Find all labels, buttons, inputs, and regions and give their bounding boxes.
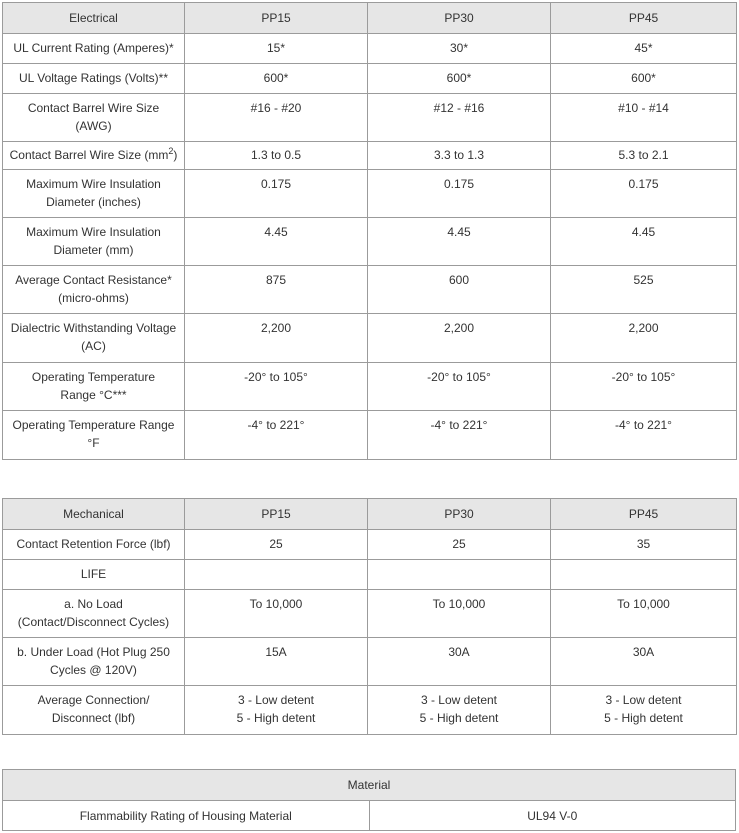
row-label: Flammability Rating of Housing Material [3, 801, 370, 831]
value-pp45: 2,200 [551, 314, 737, 363]
row-label: Average Contact Resistance* (micro-ohms) [3, 266, 185, 314]
table-row [3, 218, 737, 266]
value-pp15: 1.3 to 0.5 [185, 142, 368, 170]
value-pp15: 0.175 [185, 170, 368, 218]
value-pp45: 35 [551, 530, 737, 560]
value-pp30: -4° to 221° [368, 411, 551, 460]
row-label: Dialectric Withstanding Voltage (AC) [3, 314, 185, 363]
table-row [3, 801, 736, 831]
table-row [3, 638, 737, 686]
value-pp45: 525 [551, 266, 737, 314]
table-row [3, 34, 737, 64]
value-pp45: -4° to 221° [551, 411, 737, 460]
table-row [3, 530, 737, 560]
header-pp45: PP45 [551, 3, 737, 34]
mechanical-header-row [3, 499, 737, 530]
value-pp15: -20° to 105° [185, 363, 368, 411]
row-label: Maximum Wire Insulation Diameter (inches) [3, 170, 185, 218]
value-pp15: 4.45 [185, 218, 368, 266]
row-label: UL Current Rating (Amperes)* [3, 34, 185, 64]
row-label: b. Under Load (Hot Plug 250 Cycles @ 120V) [3, 638, 185, 686]
value-pp30: 25 [368, 530, 551, 560]
table-row [3, 94, 737, 142]
row-label: Average Connection/ Disconnect (lbf) [3, 686, 185, 735]
value-pp15: 25 [185, 530, 368, 560]
value-pp30: 600 [368, 266, 551, 314]
header-pp45: PP45 [551, 499, 737, 530]
electrical-spec-table [2, 2, 737, 460]
value-pp15: 3 - Low detent 5 - High detent [185, 686, 368, 735]
row-label: Operating Temperature Range °C*** [3, 363, 185, 411]
row-label: a. No Load (Contact/Disconnect Cycles) [3, 590, 185, 638]
value-pp45: To 10,000 [551, 590, 737, 638]
header-pp15: PP15 [185, 499, 368, 530]
row-label: Contact Barrel Wire Size (AWG) [3, 94, 185, 142]
value-pp45: -20° to 105° [551, 363, 737, 411]
value-pp15: -4° to 221° [185, 411, 368, 460]
value-pp15: 15A [185, 638, 368, 686]
material-header-row [3, 770, 736, 801]
row-label: Maximum Wire Insulation Diameter (mm) [3, 218, 185, 266]
table-row [3, 560, 737, 590]
value-pp45: #10 - #14 [551, 94, 737, 142]
value-pp45: 4.45 [551, 218, 737, 266]
header-pp30: PP30 [368, 499, 551, 530]
table-row [3, 686, 737, 735]
row-label: Operating Temperature Range °F [3, 411, 185, 460]
header-pp15: PP15 [185, 3, 368, 34]
value-pp45: 45* [551, 34, 737, 64]
value-pp45: 600* [551, 64, 737, 94]
value-pp30: 30A [368, 638, 551, 686]
value-pp30: To 10,000 [368, 590, 551, 638]
row-label: Contact Barrel Wire Size $(mm^2)$ [3, 142, 185, 170]
value-pp45: 3 - Low detent 5 - High detent [551, 686, 737, 735]
table-row [3, 64, 737, 94]
electrical-header-row [3, 3, 737, 34]
value-pp45: 5.3 to 2.1 [551, 142, 737, 170]
value-pp15: 875 [185, 266, 368, 314]
table-row [3, 266, 737, 314]
value-pp30 [368, 560, 551, 590]
value-pp30: 600* [368, 64, 551, 94]
value-pp30: 30* [368, 34, 551, 64]
value-pp45: 0.175 [551, 170, 737, 218]
value-pp15 [185, 560, 368, 590]
electrical-header: Electrical [3, 3, 185, 34]
value-pp30: 3 - Low detent 5 - High detent [368, 686, 551, 735]
value-pp30: #12 - #16 [368, 94, 551, 142]
table-row [3, 142, 737, 170]
value-pp15: To 10,000 [185, 590, 368, 638]
table-row [3, 590, 737, 638]
value-pp30: 4.45 [368, 218, 551, 266]
value-pp15: 15* [185, 34, 368, 64]
row-value: UL94 V-0 [369, 801, 736, 831]
value-pp30: 0.175 [368, 170, 551, 218]
table-row [3, 170, 737, 218]
value-pp45: 30A [551, 638, 737, 686]
table-row [3, 314, 737, 363]
material-header: Material [3, 770, 736, 801]
row-label: UL Voltage Ratings (Volts)** [3, 64, 185, 94]
mechanical-header: Mechanical [3, 499, 185, 530]
value-pp30: 3.3 to 1.3 [368, 142, 551, 170]
table-row [3, 363, 737, 411]
row-label: LIFE [3, 560, 185, 590]
value-pp15: #16 - #20 [185, 94, 368, 142]
value-pp30: 2,200 [368, 314, 551, 363]
mechanical-spec-table [2, 498, 737, 735]
value-pp30: -20° to 105° [368, 363, 551, 411]
table-row [3, 411, 737, 460]
material-spec-table [2, 769, 736, 831]
value-pp45 [551, 560, 737, 590]
header-pp30: PP30 [368, 3, 551, 34]
row-label: Contact Retention Force (lbf) [3, 530, 185, 560]
value-pp15: 600* [185, 64, 368, 94]
value-pp15: 2,200 [185, 314, 368, 363]
